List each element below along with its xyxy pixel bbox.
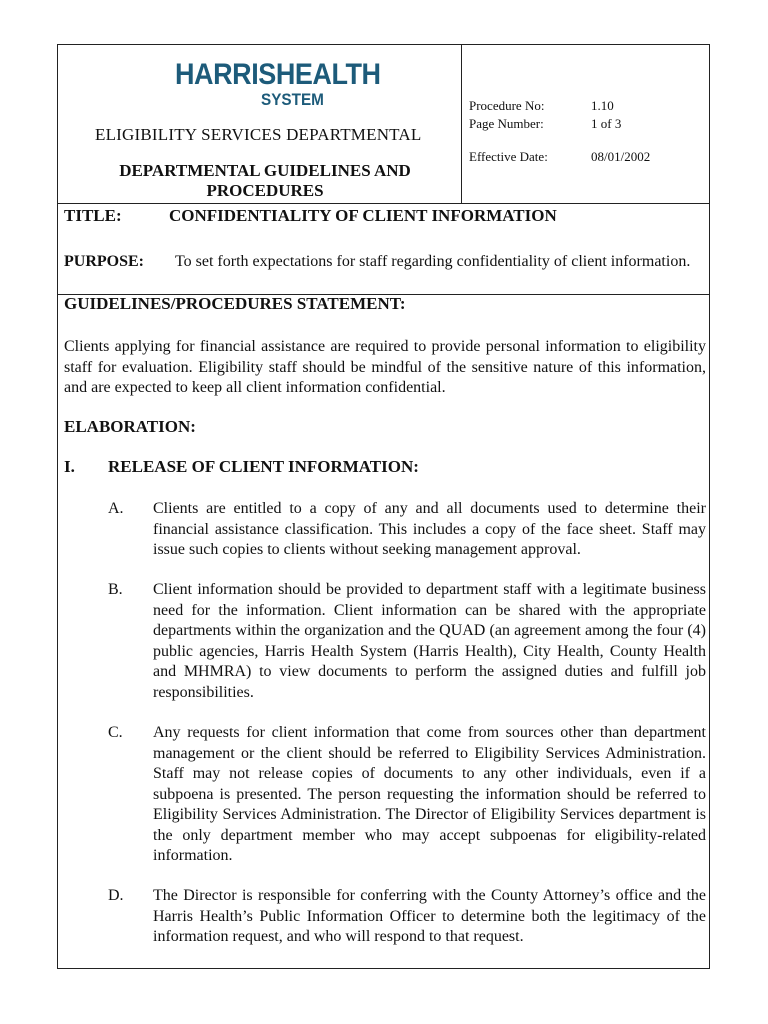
purpose-text: To set forth expectations for staff regarding confidentiality of client information. [175, 253, 691, 270]
header-divider [461, 44, 462, 204]
item-text: Any requests for client information that come from sources other than department management or the client should be referred to Eligibility Services Administration. Staff may not release copies of documents to any other individuals, even if a subpoena is presented. The person requesting the information should be referred to Eligibility Services Administration. The Director of Eligibility Services department is the only department member who may accept subpoenas for eligibility-related information. [153, 724, 706, 864]
page-value: 1 of 3 [591, 116, 622, 131]
procedure-label: Procedure No: [469, 98, 545, 113]
procedure-number [469, 98, 614, 114]
guidelines-heading: GUIDELINES/PROCEDURES STATEMENT: [64, 294, 406, 313]
list-item [108, 499, 706, 561]
item-text: Clients are entitled to a copy of any and all documents used to determine their financial assistance classification. This includes a copy of the face sheet. Staff may issue such copies to clients without seeking management approval. [153, 500, 706, 558]
elaboration-heading: ELABORATION: [64, 417, 196, 436]
logo-harris-text: HARRIS [175, 58, 276, 91]
section-number: I. [64, 457, 75, 476]
procedure-value: 1.10 [591, 98, 614, 113]
effective-label: Effective Date: [469, 149, 548, 164]
item-text: The Director is responsible for conferring with the County Attorney’s office and the Harris Health’s Public Information Officer to determine both the legitimacy of the information request, and who will respond to that request. [153, 887, 706, 945]
list-item [108, 580, 706, 703]
title-row [64, 206, 557, 226]
harris-health-logo [175, 58, 381, 109]
effective-value: 08/01/2002 [591, 149, 651, 164]
item-letter: A. [108, 500, 124, 517]
title-label: TITLE: [64, 206, 122, 225]
page-number [469, 116, 621, 132]
item-letter: D. [108, 887, 124, 904]
guidelines-title: DEPARTMENTAL GUIDELINES AND PROCEDURES [119, 161, 411, 200]
logo-health-text: HEALTH [275, 58, 381, 91]
release-heading [64, 457, 419, 477]
effective-date [469, 149, 650, 165]
list-item [108, 886, 706, 948]
item-letter: C. [108, 724, 123, 741]
page-label: Page Number: [469, 116, 544, 131]
title-value: CONFIDENTIALITY OF CLIENT INFORMATION [169, 206, 557, 225]
purpose-row [64, 251, 706, 273]
section-heading: RELEASE OF CLIENT INFORMATION: [108, 457, 419, 476]
item-letter: B. [108, 581, 123, 598]
item-text: Client information should be provided to department staff with a legitimate business need for the information. Client information can be shared with the appropriate departments within the organization and the QUAD (an agreement among the four (4) public agencies, Harris Health System (Harris Health), City Health, County Health and MHMRA) to view documents to perform the assigned duties and fulfill job responsibilities. [153, 581, 706, 701]
purpose-label: PURPOSE: [64, 253, 144, 270]
guidelines-text: Clients applying for financial assistance are required to provide personal information to eligibility staff for evaluation. Eligibility staff should be mindful of the sensitive nature of this information, and are expected to keep all client information confidential. [64, 338, 706, 396]
list-item [108, 723, 706, 867]
logo-system-text: SYSTEM [261, 90, 324, 109]
header-rule [57, 203, 710, 204]
department-name: ELIGIBILITY SERVICES DEPARTMENTAL [95, 125, 422, 144]
